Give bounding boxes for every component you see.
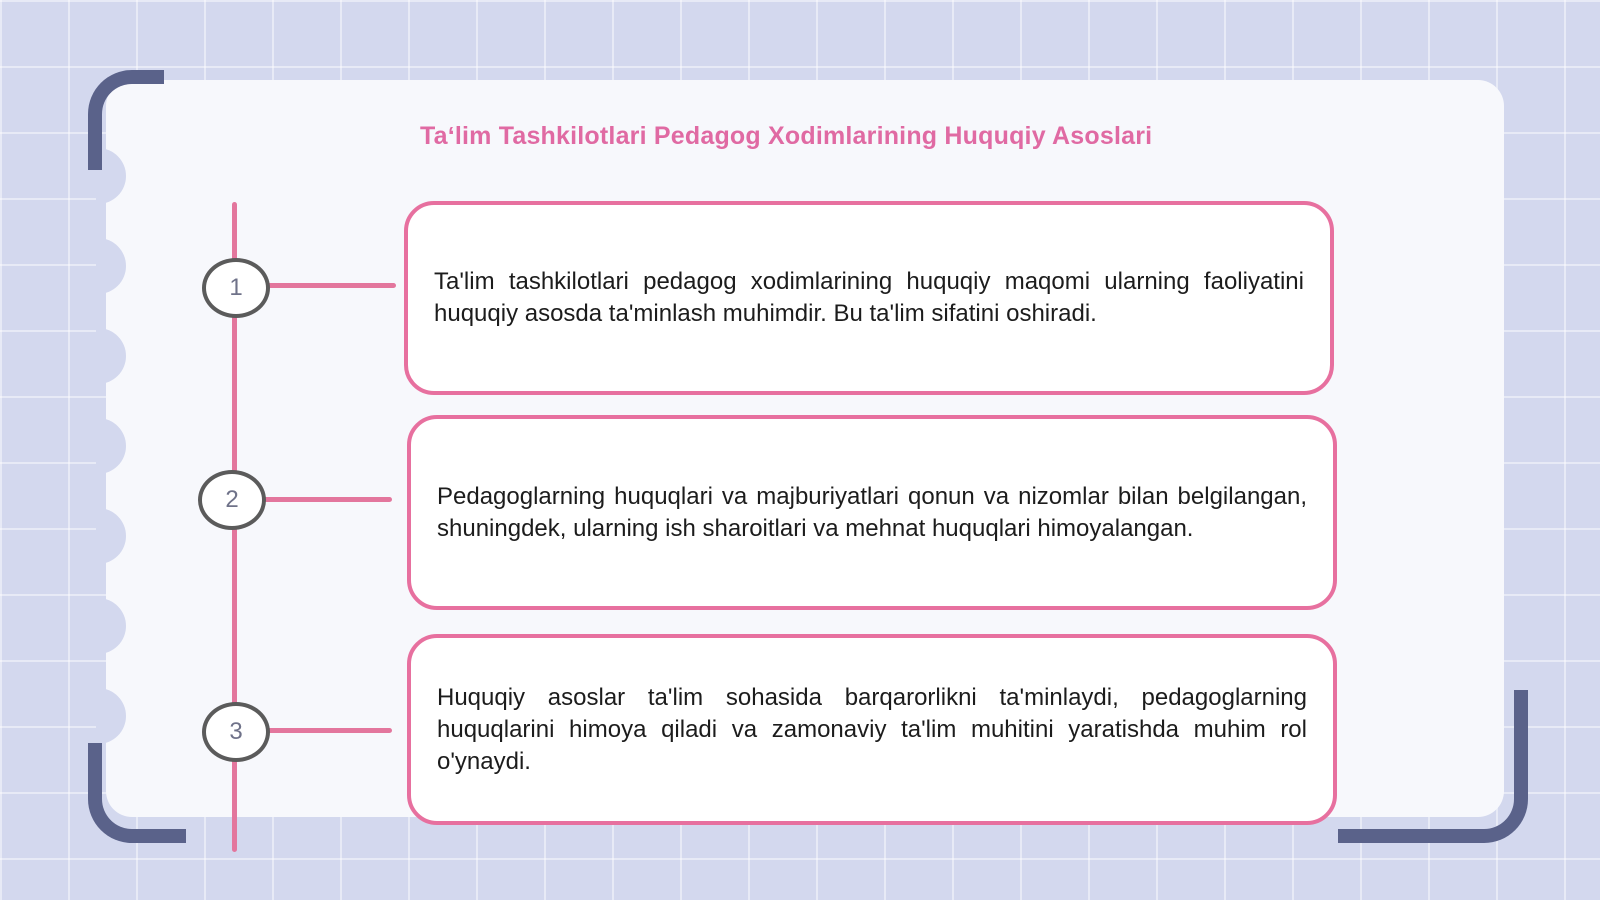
step-text: Pedagoglarning huquqlari va majburiyatlari qonun va nizomlar bilan belgilangan, shuningdek, ularning ish sharoitlari va mehnat huquqlari himoyalangan.	[437, 482, 1307, 542]
corner-bracket-top-left	[88, 70, 164, 170]
step-card	[407, 634, 1337, 825]
step-number: 1	[229, 274, 243, 301]
corner-bracket-bottom-left	[88, 743, 186, 843]
step-number: 3	[229, 718, 243, 745]
step-text: Ta'lim tashkilotlari pedagog xodimlarining huquqiy maqomi ularning faoliyatini huquqiy asosda ta'minlash muhimdir. Bu ta'lim sifatini oshiradi.	[434, 268, 1304, 327]
timeline-connector	[264, 283, 396, 288]
timeline-connector	[264, 728, 392, 733]
corner-bracket-bottom-right	[1338, 690, 1528, 843]
step-number-badge	[202, 702, 270, 762]
step-number-badge	[198, 470, 266, 530]
step-text: Huquqiy asoslar ta'lim sohasida barqarorlikni ta'minlaydi, pedagoglarning huquqlarini himoya qiladi va zamonaviy ta'lim muhitini yaratishda muhim rol o'ynaydi.	[437, 683, 1307, 775]
step-card	[404, 201, 1334, 395]
timeline-connector	[262, 497, 392, 502]
step-number: 2	[225, 486, 239, 513]
step-card	[407, 415, 1337, 610]
step-number-badge	[202, 258, 270, 318]
slide-title: Taʻlim Tashkilotlari Pedagog Xodimlarining Huquqiy Asoslari	[420, 122, 1153, 150]
